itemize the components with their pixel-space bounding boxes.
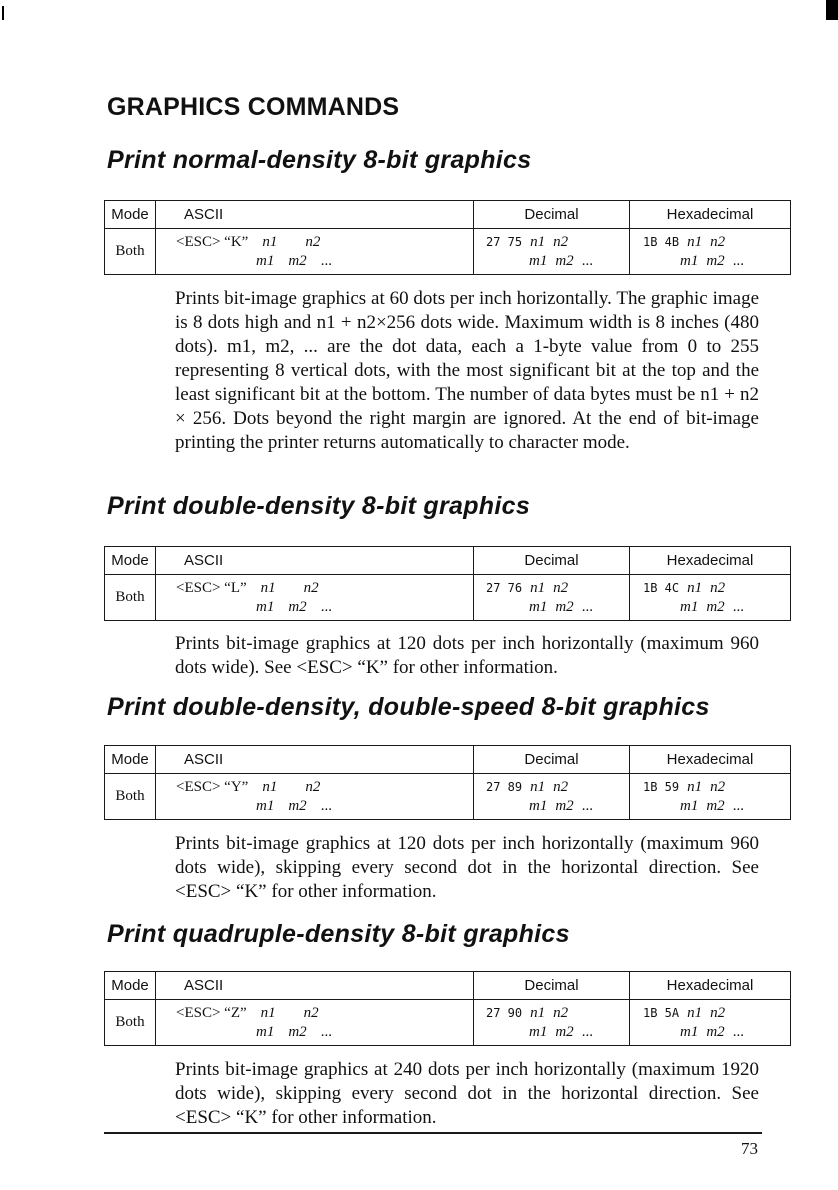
arg-n1: n1 bbox=[530, 778, 546, 795]
mode-cell: Both bbox=[105, 1000, 156, 1046]
description-normal-density: Prints bit-image graphics at 60 dots per inch horizontally. The graphic image is 8 dots high and n1 + n2×256 dots wide. Maximum width is 8 inches (480 dots). m1, m2, ... are the dot data, each a 1-byte value from 0 to 255 representing 8 vertical dots, with the most significant bit at the top and the least significant bit at the bottom. The number of data bytes must be n1 + n2 × 256. Dots beyond the right margin are ignored. At the end of bit-image printing the printer returns automatically to character mode. bbox=[175, 288, 759, 453]
arg-n2: n2 bbox=[710, 778, 726, 795]
arg-n1: n1 bbox=[687, 233, 703, 250]
arg-m2: m2 bbox=[706, 598, 725, 615]
arg-n2: n2 bbox=[710, 1004, 726, 1021]
table-row bbox=[105, 575, 791, 621]
scan-edge-mark-right bbox=[826, 0, 838, 20]
header-hexadecimal: Hexadecimal bbox=[630, 972, 791, 1000]
hex-command: 1B 4B bbox=[643, 234, 680, 249]
ascii-command: <ESC> “K” bbox=[176, 233, 249, 250]
ellipsis: ... bbox=[581, 598, 593, 615]
ellipsis: ... bbox=[320, 1023, 332, 1040]
table-row bbox=[105, 229, 791, 275]
section-title-quadruple-density: Print quadruple-density 8-bit graphics bbox=[107, 920, 570, 948]
table-header-row bbox=[105, 547, 791, 575]
decimal-cell bbox=[474, 774, 630, 820]
ellipsis: ... bbox=[320, 797, 332, 814]
header-mode: Mode bbox=[105, 547, 156, 575]
footer-rule bbox=[104, 1132, 762, 1134]
header-mode: Mode bbox=[105, 972, 156, 1000]
header-hexadecimal: Hexadecimal bbox=[630, 547, 791, 575]
arg-m1: m1 bbox=[529, 598, 548, 615]
ascii-command: <ESC> “L” bbox=[176, 579, 247, 596]
header-decimal: Decimal bbox=[474, 201, 630, 229]
decimal-command: 27 76 bbox=[486, 580, 523, 595]
table-row bbox=[105, 774, 791, 820]
arg-m2: m2 bbox=[706, 1023, 725, 1040]
arg-m2: m2 bbox=[288, 797, 307, 814]
section-title-normal-density: Print normal-density 8-bit graphics bbox=[107, 146, 532, 174]
hex-command: 1B 5A bbox=[643, 1005, 680, 1020]
arg-n1: n1 bbox=[687, 579, 703, 596]
header-decimal: Decimal bbox=[474, 746, 630, 774]
arg-n1: n1 bbox=[687, 1004, 703, 1021]
arg-m2: m2 bbox=[706, 252, 725, 269]
ellipsis: ... bbox=[732, 1023, 744, 1040]
arg-m2: m2 bbox=[288, 252, 307, 269]
arg-m2: m2 bbox=[555, 1023, 574, 1040]
ascii-cell bbox=[156, 229, 474, 275]
arg-m1: m1 bbox=[256, 252, 275, 269]
command-table-quadruple-density bbox=[104, 971, 791, 1046]
arg-n2: n2 bbox=[303, 579, 319, 596]
header-decimal: Decimal bbox=[474, 972, 630, 1000]
arg-n2: n2 bbox=[305, 778, 321, 795]
ascii-cell bbox=[156, 1000, 474, 1046]
hex-command: 1B 59 bbox=[643, 779, 680, 794]
header-ascii: ASCII bbox=[156, 972, 474, 1000]
command-table-double-density bbox=[104, 546, 791, 621]
ellipsis: ... bbox=[581, 252, 593, 269]
header-ascii: ASCII bbox=[156, 547, 474, 575]
arg-m2: m2 bbox=[706, 797, 725, 814]
arg-m1: m1 bbox=[256, 797, 275, 814]
ellipsis: ... bbox=[320, 252, 332, 269]
description-double-speed: Prints bit-image graphics at 120 dots per inch horizontally (maximum 960 dots wide), skipping every second dot in the horizontal direction. See <ESC> “K” for other information. bbox=[175, 833, 759, 902]
hex-cell bbox=[630, 1000, 791, 1046]
ascii-command: <ESC> “Z” bbox=[176, 1004, 247, 1021]
ascii-cell bbox=[156, 575, 474, 621]
mode-cell: Both bbox=[105, 229, 156, 275]
arg-m1: m1 bbox=[680, 797, 699, 814]
ellipsis: ... bbox=[320, 598, 332, 615]
hex-command: 1B 4C bbox=[643, 580, 680, 595]
arg-n2: n2 bbox=[553, 579, 569, 596]
page-number: 73 bbox=[741, 1139, 758, 1158]
table-header-row bbox=[105, 201, 791, 229]
arg-m1: m1 bbox=[680, 1023, 699, 1040]
arg-n2: n2 bbox=[303, 1004, 319, 1021]
command-table-normal-density bbox=[104, 200, 791, 275]
description-quadruple-density: Prints bit-image graphics at 240 dots per inch horizontally (maximum 1920 dots wide), skipping every second dot in the horizontal direction. See <ESC> “K” for other information. bbox=[175, 1059, 759, 1128]
decimal-command: 27 90 bbox=[486, 1005, 523, 1020]
arg-m1: m1 bbox=[256, 1023, 275, 1040]
ellipsis: ... bbox=[732, 797, 744, 814]
ellipsis: ... bbox=[732, 252, 744, 269]
table-header-row bbox=[105, 972, 791, 1000]
ascii-command: <ESC> “Y” bbox=[176, 778, 249, 795]
table-header-row bbox=[105, 746, 791, 774]
scan-edge-mark-left bbox=[2, 6, 4, 20]
header-hexadecimal: Hexadecimal bbox=[630, 201, 791, 229]
ellipsis: ... bbox=[581, 1023, 593, 1040]
arg-m2: m2 bbox=[555, 598, 574, 615]
arg-n1: n1 bbox=[260, 1004, 276, 1021]
mode-cell: Both bbox=[105, 575, 156, 621]
arg-n1: n1 bbox=[530, 233, 546, 250]
arg-n1: n1 bbox=[260, 579, 276, 596]
hex-cell bbox=[630, 575, 791, 621]
section-title-double-density: Print double-density 8-bit graphics bbox=[107, 492, 531, 520]
ascii-cell bbox=[156, 774, 474, 820]
arg-m2: m2 bbox=[555, 797, 574, 814]
decimal-command: 27 75 bbox=[486, 234, 523, 249]
hex-cell bbox=[630, 774, 791, 820]
arg-n2: n2 bbox=[710, 579, 726, 596]
arg-m1: m1 bbox=[529, 797, 548, 814]
arg-m1: m1 bbox=[680, 598, 699, 615]
arg-m1: m1 bbox=[680, 252, 699, 269]
arg-m1: m1 bbox=[529, 1023, 548, 1040]
description-double-density: Prints bit-image graphics at 120 dots per inch horizontally (maximum 960 dots wide). See <ESC> “K” for other information. bbox=[175, 633, 759, 678]
arg-n1: n1 bbox=[262, 778, 278, 795]
arg-n1: n1 bbox=[262, 233, 278, 250]
header-decimal: Decimal bbox=[474, 547, 630, 575]
page-heading: GRAPHICS COMMANDS bbox=[107, 93, 400, 121]
arg-m2: m2 bbox=[288, 1023, 307, 1040]
hex-cell bbox=[630, 229, 791, 275]
mode-cell: Both bbox=[105, 774, 156, 820]
arg-m2: m2 bbox=[555, 252, 574, 269]
arg-n1: n1 bbox=[687, 778, 703, 795]
arg-m1: m1 bbox=[529, 252, 548, 269]
header-ascii: ASCII bbox=[156, 201, 474, 229]
ellipsis: ... bbox=[581, 797, 593, 814]
decimal-cell bbox=[474, 229, 630, 275]
arg-n2: n2 bbox=[710, 233, 726, 250]
arg-n2: n2 bbox=[553, 1004, 569, 1021]
decimal-cell bbox=[474, 575, 630, 621]
decimal-cell bbox=[474, 1000, 630, 1046]
decimal-command: 27 89 bbox=[486, 779, 523, 794]
table-row bbox=[105, 1000, 791, 1046]
section-title-double-speed: Print double-density, double-speed 8-bit graphics bbox=[107, 693, 710, 721]
arg-n2: n2 bbox=[553, 778, 569, 795]
arg-n2: n2 bbox=[553, 233, 569, 250]
arg-n1: n1 bbox=[530, 1004, 546, 1021]
arg-m1: m1 bbox=[256, 598, 275, 615]
arg-n2: n2 bbox=[305, 233, 321, 250]
header-mode: Mode bbox=[105, 201, 156, 229]
header-hexadecimal: Hexadecimal bbox=[630, 746, 791, 774]
arg-n1: n1 bbox=[530, 579, 546, 596]
header-ascii: ASCII bbox=[156, 746, 474, 774]
header-mode: Mode bbox=[105, 746, 156, 774]
ellipsis: ... bbox=[732, 598, 744, 615]
arg-m2: m2 bbox=[288, 598, 307, 615]
command-table-double-speed bbox=[104, 745, 791, 820]
